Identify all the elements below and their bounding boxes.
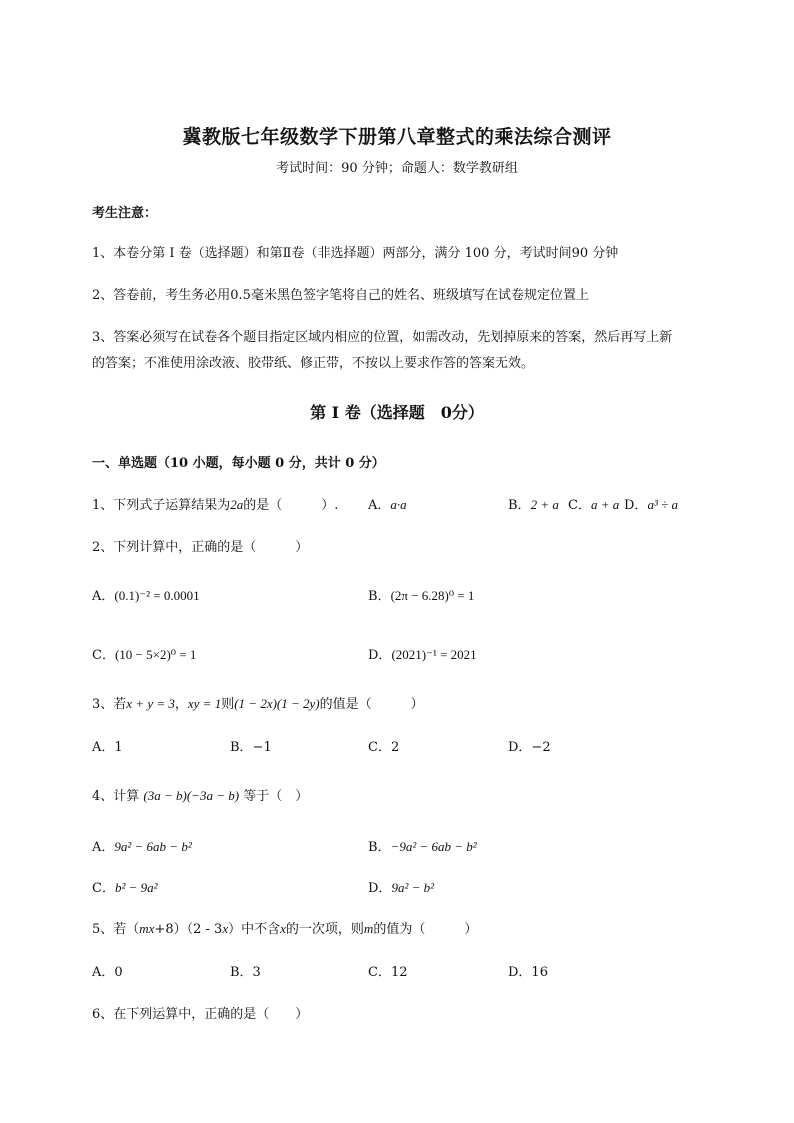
q5-stem-a: 5、若（ <box>92 922 140 937</box>
q3-stem-math-2: xy = 1 <box>187 696 222 711</box>
q5-option-c: C．12 <box>368 965 408 980</box>
q2-option-b-label: B． <box>368 589 391 604</box>
q5-option-a: A．0 <box>92 965 123 980</box>
q5-option-b: B．3 <box>230 965 261 980</box>
q3-stem-c: 则 <box>221 697 235 712</box>
question-4 <box>92 785 308 804</box>
notice-item-2: 2、答卷前，考生务必用0.5毫米黑色签字笔将自己的姓名、班级填写在试卷规定位置上 <box>92 288 589 303</box>
q2-option-b <box>368 585 474 604</box>
q1-option-c-math: a + a <box>590 497 620 512</box>
notice-item-3-line-1: 3、答案必须写在试卷各个题目指定区域内相应的位置，如需改动，先划掉原来的答案，然后再写上新 <box>92 330 673 345</box>
q5-stem-d: 的一次项，则 <box>285 922 364 937</box>
q4-option-c <box>92 877 158 896</box>
q5-stem-math-2: x <box>222 921 229 936</box>
q4-option-d <box>368 877 434 896</box>
q2-option-a-math: (0.1)⁻² = 0.0001 <box>114 588 200 603</box>
q2-option-d-label: D． <box>368 648 392 663</box>
q1-option-b-math: 2 + a <box>530 497 559 512</box>
q1-stem-b: 的是（ ）. <box>243 498 339 513</box>
q2-option-b-math: (2π − 6.28)⁰ = 1 <box>390 588 475 603</box>
q2-option-d <box>368 644 477 663</box>
q3-option-c: C．2 <box>368 740 400 755</box>
q4-stem-a: 4、计算 <box>92 789 140 804</box>
q4-option-a <box>92 836 192 855</box>
q1-option-b-label: B． <box>508 498 531 513</box>
question-5 <box>92 918 477 937</box>
q1-option-d-math: a³ ÷ a <box>647 497 678 512</box>
q4-stem-math: (3a − b)(−3a − b) <box>143 788 240 803</box>
q3-stem-d: 的值是（ ） <box>319 697 424 712</box>
q3-stem-b: ， <box>174 697 188 712</box>
q4-option-d-label: D． <box>368 881 392 896</box>
q4-option-c-math: b² − 9a² <box>114 880 158 895</box>
notice-heading: 考生注意： <box>92 206 158 221</box>
q1-stem-a: 1、下列式子运算结果为 <box>92 498 231 513</box>
q2-option-c-math: (10 − 5×2)⁰ = 1 <box>114 647 197 662</box>
q3-option-a: A．1 <box>92 740 123 755</box>
q5-stem-c: ）中不含 <box>228 922 281 937</box>
q4-option-b-math: −9a² − 6ab − b² <box>390 839 477 854</box>
q3-option-b: B．−1 <box>230 740 272 755</box>
q5-stem-math-1: mx <box>139 921 155 936</box>
q5-option-d: D．16 <box>508 965 548 980</box>
q1-option-c-label: C． <box>568 498 591 513</box>
q5-stem-e: 的值为（ ） <box>373 922 478 937</box>
q1-option-a-label: A． <box>368 498 391 513</box>
exam-title: 冀教版七年级数学下册第八章整式的乘法综合测评 <box>182 126 612 148</box>
q1-option-d <box>624 494 678 513</box>
q4-option-c-label: C． <box>92 881 115 896</box>
q2-option-d-math: (2021)⁻¹ = 2021 <box>391 647 477 662</box>
q1-option-b <box>508 494 559 513</box>
exam-subtitle: 考试时间：90 分钟；命题人：数学教研组 <box>276 161 518 176</box>
q4-stem-b: 等于（ ） <box>243 789 309 804</box>
q4-option-a-label: A． <box>92 840 115 855</box>
q5-stem-math-4: m <box>363 921 374 936</box>
part-heading: 一、单选题（10 小题，每小题 0 分，共计 0 分） <box>92 456 385 471</box>
notice-item-1: 1、本卷分第 I 卷（选择题）和第Ⅱ卷（非选择题）两部分，满分 100 分，考试时间90 分钟 <box>92 246 619 261</box>
q2-option-a <box>92 585 200 604</box>
q4-option-d-math: 9a² − b² <box>391 880 435 895</box>
q1-option-a <box>368 494 407 513</box>
q5-stem-math-3: x <box>280 921 286 936</box>
notice-item-3-line-2: 的答案；不准使用涂改液、胶带纸、修正带，不按以上要求作答的答案无效。 <box>92 356 535 371</box>
question-1 <box>92 494 338 513</box>
q1-option-d-label: D． <box>624 498 648 513</box>
q3-option-d: D．−2 <box>508 740 551 755</box>
q2-option-c-label: C． <box>92 648 115 663</box>
section-title: 第 I 卷（选择题 0分） <box>310 403 484 422</box>
q1-option-c <box>568 494 619 513</box>
question-2: 2、下列计算中，正确的是（ ） <box>92 540 309 555</box>
question-6: 6、在下列运算中，正确的是（ ） <box>92 1007 309 1022</box>
q4-option-b-label: B． <box>368 840 391 855</box>
q2-option-a-label: A． <box>92 589 115 604</box>
q4-option-b <box>368 836 477 855</box>
q3-stem-a: 3、若 <box>92 697 127 712</box>
q4-option-a-math: 9a² − 6ab − b² <box>114 839 192 854</box>
question-3 <box>92 693 424 712</box>
q1-option-a-math: a·a <box>390 497 407 512</box>
q1-stem-math: 2a <box>230 497 244 512</box>
q2-option-c <box>92 644 196 663</box>
q3-stem-math-1: x + y = 3 <box>126 696 175 711</box>
q5-stem-b: +8）（2 - 3 <box>154 922 223 937</box>
q3-stem-math-3: (1 − 2x)(1 − 2y) <box>234 696 320 711</box>
